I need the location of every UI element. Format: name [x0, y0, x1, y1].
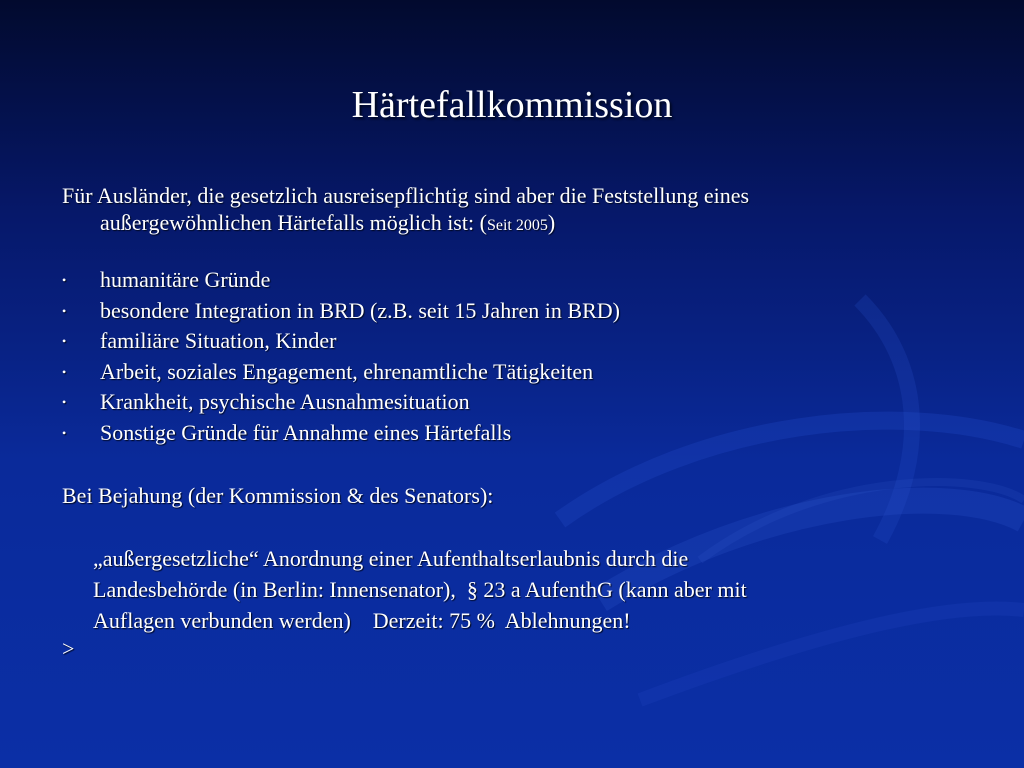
bejahung-heading: Bei Bejahung (der Kommission & des Senators):	[62, 483, 494, 508]
list-item	[62, 358, 620, 389]
bullet-text: Arbeit, soziales Engagement, ehrenamtliche Tätigkeiten	[100, 358, 594, 384]
bullet-text: besondere Integration in BRD (z.B. seit 15 Jahren in BRD)	[100, 297, 620, 323]
result-line-3: Auflagen verbunden werden) Derzeit: 75 % Ablehnungen!	[93, 608, 631, 633]
bullet-text: familiäre Situation, Kinder	[100, 328, 337, 353]
result-line-2: Landesbehörde (in Berlin: Innensenator), § 23 a AufenthG (kann aber mit	[93, 577, 747, 602]
result-line-1: „außergesetzliche“ Anordnung einer Aufenthaltserlaubnis durch die	[93, 546, 689, 571]
bullet-icon: •	[62, 303, 67, 318]
bullet-icon: •	[62, 273, 67, 287]
bullet-icon: •	[62, 364, 67, 379]
arrow-marker: >	[62, 636, 75, 661]
bullet-text: Sonstige Gründe für Annahme eines Härtefalls	[100, 419, 512, 445]
list-item	[62, 327, 620, 358]
bullet-icon: •	[62, 395, 67, 409]
bullet-text: humanitäre Gründe	[100, 267, 271, 292]
intro-line-2	[62, 209, 862, 239]
intro-paragraph	[62, 182, 862, 239]
result-paragraph	[93, 543, 893, 636]
bullet-icon: •	[62, 334, 67, 348]
intro-line-2-text: außergewöhnlichen Härtefalls möglich ist: (	[100, 210, 487, 235]
bullet-icon: •	[62, 425, 67, 440]
criteria-bullet-list	[62, 266, 620, 449]
intro-close-paren: )	[547, 210, 556, 235]
list-item	[62, 266, 620, 297]
list-item	[62, 297, 620, 328]
intro-seit-note: Seit 2005	[486, 217, 548, 234]
slide-title: Härtefallkommission	[351, 84, 673, 126]
list-item	[62, 419, 620, 450]
list-item	[62, 388, 620, 419]
intro-line-1: Für Ausländer, die gesetzlich ausreisepflichtig sind aber die Feststellung eines	[62, 183, 750, 208]
bullet-text: Krankheit, psychische Ausnahmesituation	[100, 389, 470, 414]
